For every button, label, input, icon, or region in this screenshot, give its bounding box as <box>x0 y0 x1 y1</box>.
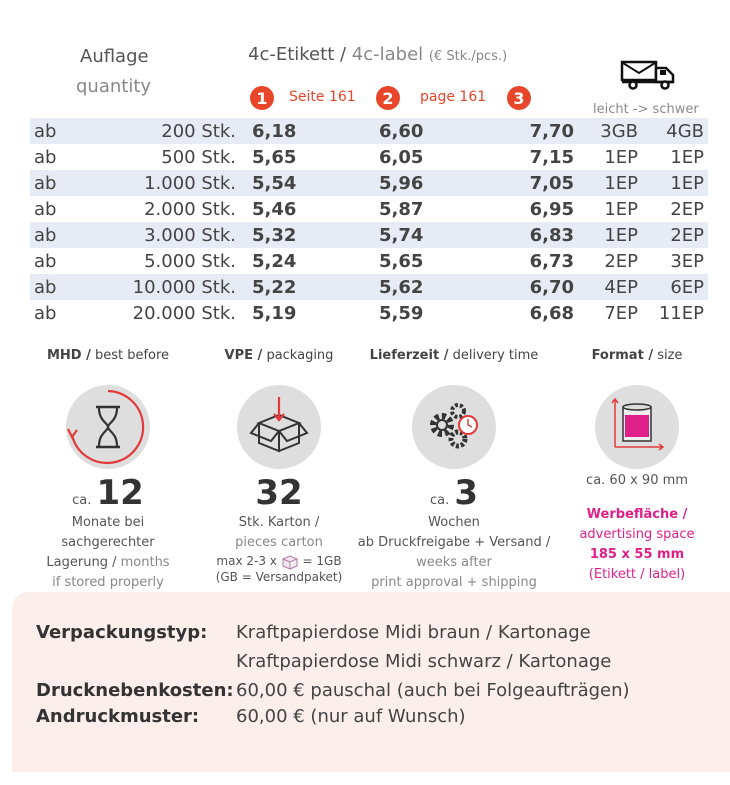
vpe-line1: Stk. Karton / <box>238 515 320 530</box>
cell-p3: 6,68 <box>529 302 574 324</box>
cell-p1: 6,18 <box>244 118 374 144</box>
gears-clock-icon <box>412 385 496 469</box>
quantity-header: quantity <box>76 76 152 97</box>
mhd-line3-de: Lagerung / <box>46 555 117 570</box>
werbe-size: 185 x 55 mm <box>589 547 685 562</box>
footer-value-4: 60,00 € (nur auf Wunsch) <box>236 706 466 727</box>
table-row <box>30 170 708 196</box>
cell-w1: 1EP <box>574 170 638 196</box>
cell-ab: ab <box>34 146 57 168</box>
werbe-note: (Etikett / label) <box>588 567 686 582</box>
cell-qty: 200 Stk. <box>80 118 244 144</box>
footer-key-3: Drucknebenkosten: <box>36 680 234 701</box>
cell-p1: 5,32 <box>244 222 374 248</box>
cell-w2: 3EP <box>670 250 704 272</box>
cell-p2: 5,74 <box>374 222 504 248</box>
format-title-de: Format / <box>591 348 654 363</box>
mhd-title-en: best before <box>94 348 170 363</box>
vpe-line4: (GB = Versandpaket) <box>215 569 343 584</box>
seite-ref[interactable]: Seite 161 <box>289 89 356 105</box>
weight-label: leicht -> schwer <box>593 102 699 117</box>
format-size: ca. 60 x 90 mm <box>586 473 688 488</box>
cell-w2: 6EP <box>638 274 708 300</box>
cell-qty: 500 Stk. <box>161 146 236 168</box>
mhd-section <box>38 348 178 593</box>
footer-row-1 <box>36 622 591 643</box>
cell-ab: ab <box>34 302 57 324</box>
cell-p1: 5,46 <box>252 198 297 220</box>
table-row <box>30 274 708 300</box>
lieferzeit-title-en: delivery time <box>452 348 539 363</box>
etikett-de: 4c-Etikett / <box>248 44 347 65</box>
table-row <box>30 248 708 274</box>
table-row <box>30 144 708 170</box>
lieferzeit-line1: Wochen <box>428 515 480 530</box>
cell-p1: 5,65 <box>252 146 297 168</box>
table-row <box>30 222 708 248</box>
footer-value-1: Kraftpapierdose Midi braun / Kartonage <box>236 622 591 643</box>
page-ref[interactable]: page 161 <box>420 89 487 105</box>
vpe-line3 <box>200 553 358 570</box>
badge-3: 3 <box>507 86 531 110</box>
footer-row-2 <box>36 651 611 672</box>
cell-w1: 4EP <box>574 274 638 300</box>
lieferzeit-line4: print approval + shipping <box>371 575 537 590</box>
lieferzeit-line3: weeks after <box>416 555 492 570</box>
badge-2: 2 <box>376 86 400 110</box>
lieferzeit-value: 3 <box>454 473 478 513</box>
table-row <box>30 300 708 326</box>
cell-p3: 7,05 <box>504 170 574 196</box>
mhd-line3 <box>38 553 178 573</box>
lieferzeit-line2: ab Druckfreigabe + Versand / <box>357 535 551 550</box>
cell-w2: 2EP <box>670 198 704 220</box>
cell-w2: 4GB <box>638 118 708 144</box>
cell-p2: 5,65 <box>379 250 424 272</box>
mhd-line4: if stored properly <box>52 575 164 590</box>
hourglass-icon <box>66 385 150 469</box>
cell-w1: 1EP <box>604 198 638 220</box>
lieferzeit-title <box>340 348 568 363</box>
cell-p2: 6,05 <box>379 146 424 168</box>
footer-key-1: Verpackungstyp: <box>36 622 208 643</box>
cell-p2: 5,96 <box>374 170 504 196</box>
vpe-value: 32 <box>255 473 303 513</box>
lieferzeit-section <box>340 348 568 593</box>
lieferzeit-ca: ca. <box>429 493 450 508</box>
cell-qty: 10.000 Stk. <box>80 274 244 300</box>
cell-w2: 11EP <box>658 302 704 324</box>
cell-qty: 3.000 Stk. <box>80 222 244 248</box>
cell-p1: 5,24 <box>252 250 297 272</box>
vpe-line2: pieces carton <box>235 535 323 550</box>
cell-qty: 1.000 Stk. <box>80 170 244 196</box>
footer-row-3 <box>36 680 630 701</box>
mhd-line2: sachgerechter <box>61 535 155 550</box>
footer-value-3: 60,00 € pauschal (auch bei Folgeaufträgen) <box>236 680 630 701</box>
table-row <box>30 196 708 222</box>
auflage-header: Auflage <box>80 46 149 67</box>
werbe-de: Werbefläche / <box>586 507 688 522</box>
vpe-title-en: packaging <box>266 348 334 363</box>
cell-p3: 6,70 <box>504 274 574 300</box>
cell-w1: 3GB <box>574 118 638 144</box>
cell-w1: 1EP <box>574 222 638 248</box>
cell-p1: 5,54 <box>244 170 374 196</box>
werbe-en: advertising space <box>579 527 695 542</box>
footer-key-4: Andruckmuster: <box>36 706 200 727</box>
etikett-header <box>248 44 507 65</box>
vpe-line3a: max 2-3 x <box>216 554 277 568</box>
table-row <box>30 118 708 144</box>
cell-ab: ab <box>34 250 57 272</box>
footer-panel <box>12 592 730 772</box>
cell-p2: 5,62 <box>374 274 504 300</box>
cell-w2: 1EP <box>670 146 704 168</box>
mhd-title <box>38 348 178 363</box>
mhd-line3-en: months <box>120 555 170 570</box>
cell-w1: 7EP <box>604 302 638 324</box>
cell-w2: 1EP <box>638 170 708 196</box>
cell-p3: 7,15 <box>529 146 574 168</box>
format-section <box>562 348 712 585</box>
vpe-title-de: VPE / <box>224 348 263 363</box>
cell-p2: 5,87 <box>379 198 424 220</box>
badge-1: 1 <box>250 86 274 110</box>
cell-p1: 5,22 <box>244 274 374 300</box>
cell-p3: 6,83 <box>504 222 574 248</box>
cell-p1: 5,19 <box>252 302 297 324</box>
cell-ab: ab <box>30 222 80 248</box>
footer-value-2: Kraftpapierdose Midi schwarz / Kartonage <box>236 651 612 672</box>
price-table <box>30 118 708 326</box>
delivery-truck-icon <box>620 58 676 90</box>
cell-p2: 6,60 <box>374 118 504 144</box>
cell-ab: ab <box>30 170 80 196</box>
box-icon <box>237 385 321 469</box>
cell-qty: 20.000 Stk. <box>132 302 236 324</box>
cell-p3: 6,95 <box>529 198 574 220</box>
lieferzeit-title-de: Lieferzeit / <box>369 348 449 363</box>
etikett-en: 4c-label <box>351 44 424 65</box>
cell-w1: 2EP <box>604 250 638 272</box>
format-title <box>562 348 712 363</box>
cell-ab: ab <box>30 118 80 144</box>
cell-p3: 6,73 <box>529 250 574 272</box>
mhd-value: 12 <box>96 473 144 513</box>
cell-qty: 2.000 Stk. <box>144 198 236 220</box>
vpe-title <box>200 348 358 363</box>
cell-p2: 5,59 <box>379 302 424 324</box>
cell-qty: 5.000 Stk. <box>144 250 236 272</box>
vpe-line3b: = 1GB <box>302 554 342 568</box>
cell-ab: ab <box>34 198 57 220</box>
format-title-en: size <box>657 348 683 363</box>
tin-dimensions-icon <box>595 385 679 469</box>
cell-w2: 2EP <box>638 222 708 248</box>
footer-row-4 <box>36 706 466 727</box>
cell-ab: ab <box>30 274 80 300</box>
werbe-line1 <box>562 505 712 525</box>
mhd-line1: Monate bei <box>71 515 145 530</box>
carton-icon <box>281 554 299 570</box>
vpe-section <box>200 348 358 584</box>
mhd-ca: ca. <box>72 493 92 508</box>
cell-p3: 7,70 <box>504 118 574 144</box>
etikett-unit: (€ Stk./pcs.) <box>428 49 508 64</box>
cell-w1: 1EP <box>604 146 638 168</box>
mhd-title-de: MHD / <box>46 348 91 363</box>
